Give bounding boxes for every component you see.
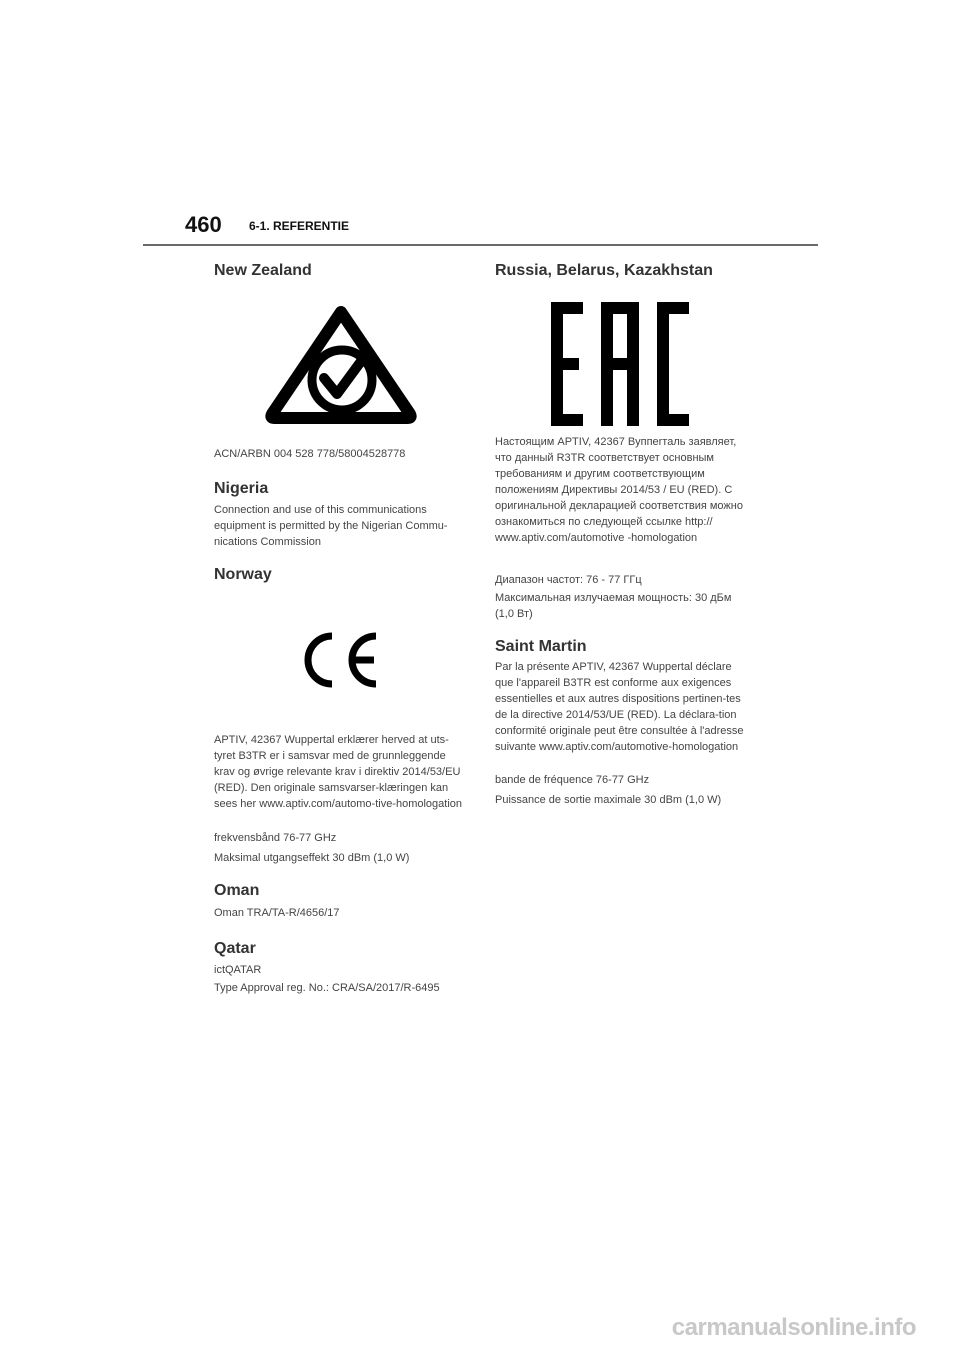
oman-text: Oman TRA/TA-R/4656/17 <box>214 907 340 919</box>
russia-text: Настоящим APTIV, 42367 Вуппerталь заявляет, что данный R3TR соответствует основным требованиям и другим соответствующим положениям Директивы 2014/53 / EU (RED). С оригинальной декларацией соответствия можно ознакомиться по следующей ссылке http:// www.aptiv.com/automotive -homologation <box>495 436 743 544</box>
page-number: 460 <box>185 212 222 237</box>
rcm-compliance-logo <box>258 298 424 430</box>
norway-frequency: frekvensbånd 76-77 GHz <box>214 832 337 844</box>
qatar-line2: Type Approval reg. No.: CRA/SA/2017/R-6495 <box>214 982 440 994</box>
heading-oman: Oman <box>214 882 260 899</box>
heading-saint-martin: Saint Martin <box>495 638 587 655</box>
norway-text: APTIV, 42367 Wuppertal erklærer herved at uts-tyret B3TR er i samsvar med de grunnleggende krav og øvrige relevante krav i direktiv 2014/53/EU (RED). Den originale samsvarser-klæringen kan sees her www.aptiv.com/automo-tive-homologation <box>214 734 463 810</box>
heading-new-zealand: New Zealand <box>214 262 312 279</box>
heading-qatar: Qatar <box>214 940 256 957</box>
section-title: 6-1. REFERENTIE <box>249 219 350 233</box>
saint-martin-power: Puissance de sortie maximale 30 dBm (1,0 W) <box>495 794 722 806</box>
heading-norway: Norway <box>214 566 272 583</box>
qatar-line1: ictQATAR <box>214 964 262 976</box>
heading-russia-belarus-kazakhstan: Russia, Belarus, Kazakhstan <box>495 262 713 279</box>
heading-nigeria: Nigeria <box>214 480 269 497</box>
ce-mark-logo <box>294 630 384 690</box>
russia-power: Максимальная излучаемая мощность: 30 дБм (1,0 Вт) <box>495 592 732 620</box>
watermark: carmanualsonline.info <box>671 1314 916 1341</box>
header-rule <box>143 244 818 246</box>
russia-frequency: Диапазон частот: 76 - 77 ГГц <box>495 574 642 586</box>
nz-acn-text: ACN/ARBN 004 528 778/58004528778 <box>214 448 406 460</box>
saint-martin-text: Par la présente APTIV, 42367 Wuppertal déclare que l'appareil B3TR est conforme aux exigences essentielles et aux autres dispositions pertinen-tes de la directive 2014/53/UE (RED). La déclara-tion conformité originale peut être consultée à l'adresse suivante www.aptiv.com/automotive-homologation <box>495 661 744 753</box>
eac-mark-logo <box>551 302 689 426</box>
nigeria-text: Connection and use of this communications equipment is permitted by the Nigerian Commu-nications Commission <box>214 504 448 548</box>
norway-power: Maksimal utgangseffekt 30 dBm (1,0 W) <box>214 852 410 864</box>
saint-martin-frequency: bande de fréquence 76-77 GHz <box>495 774 650 786</box>
